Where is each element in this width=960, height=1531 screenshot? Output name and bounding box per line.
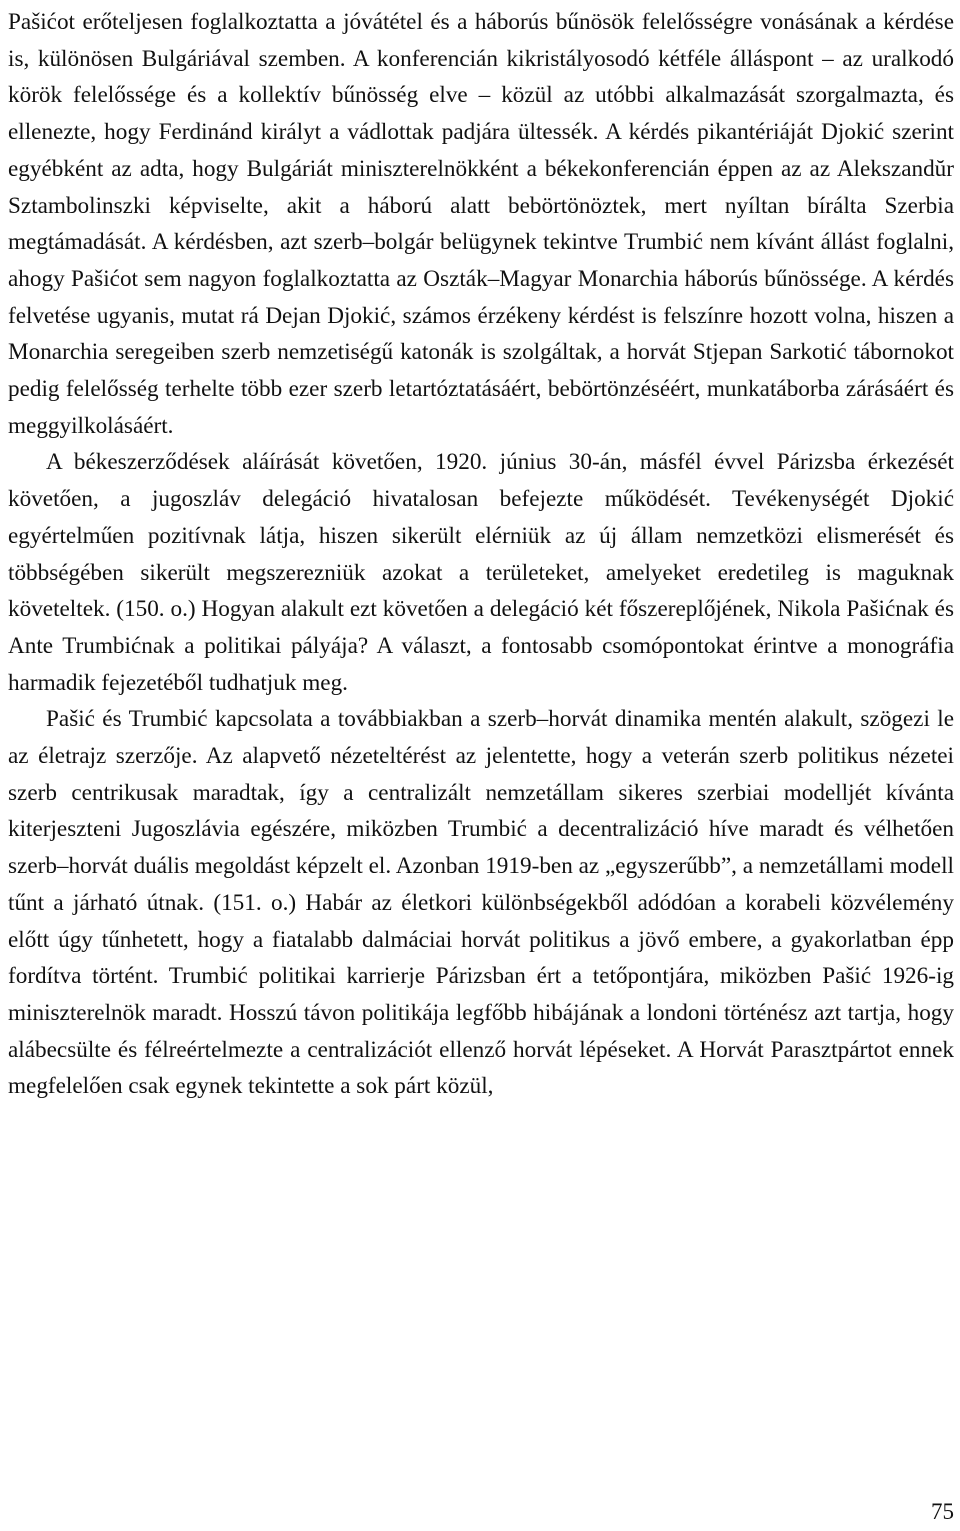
page-number: 75 <box>931 1499 954 1524</box>
document-page <box>8 4 954 1464</box>
paragraph-3: Pašić és Trumbić kapcsolata a továbbiakban a szerb–horvát dinamika mentén alakult, szögezi le az életrajz szerzője. Az alapvető nézeteltérést az jelentette, hogy a veterán szerb politikus nézetei szerb centrikusak maradtak, így a centralizált nemzetállam sikeres szerbiai modelljét kívánta kiterjeszteni Jugoszlávia egészére, miközben Trumbić a decentralizáció híve maradt és vélhetően szerb–horvát duális megoldást képzelt el. Azonban 1919-ben az „egyszerűbb”, a nemzetállami modell tűnt a járható útnak. (151. o.) Habár az életkori különbségekből adódóan a korabeli közvélemény előtt úgy tűnhetett, hogy a fiatalabb dalmáciai horvát politikus a jövő embere, a gyakorlatban épp fordítva történt. Trumbić politikai karrierje Párizsban ért a tetőpontjára, miközben Pašić 1926-ig miniszterelnök maradt. Hosszú távon politikája legfőbb hibájának a londoni történész azt tartja, hogy alábecsülte és félreértelmezte a centralizációt ellenző horvát lépéseket. A Horvát Parasztpártot ennek megfelelően csak egynek tekintette a sok párt közül, <box>8 706 954 1100</box>
paragraph-1: Pašićot erőteljesen foglalkoztatta a jóvátétel és a háborús bűnösök felelősségre vonásának a kérdése is, különösen Bulgáriával szemben. A konferencián kikristályosodó kétféle álláspont – az uralkodó körök felelőssége és a kollektív bűnösség elve – közül az utóbbi alkalmazását szorgalmazta, és ellenezte, hogy Ferdinánd királyt a vádlottak padjára ültessék. A kérdés pikantériáját Djokić szerint egyébként az adta, hogy Bulgáriát miniszterelnökként a békekonferencián éppen az az Alekszandŭr Sztambolinszki képviselte, akit a háború alatt bebörtönöztek, mert nyíltan bírálta Szerbia megtámadását. A kérdésben, azt szerb–bolgár belügynek tekintve Trumbić nem kívánt állást foglalni, ahogy Pašićot sem nagyon foglalkoztatta az Oszták–Magyar Monarchia háborús bűnössége. A kérdés felvetése ugyanis, mutat rá Dejan Djokić, számos érzékeny kérdést is felszínre hozott volna, hiszen a Monarchia seregeiben szerb nemzetiségű katonák is szolgáltak, a horvát Stjepan Sarkotić tábornokot pedig felelősség terhelte több ezer szerb letartóztatásáért, bebörtönzéséért, munkatáborba zárásáért és meggyilkolásáért. <box>8 9 954 439</box>
paragraph-2: A békeszerződések aláírását követően, 1920. június 30-án, másfél évvel Párizsba érkezését követően, a jugoszláv delegáció hivatalosan befejezte működését. Tevékenységét Djokić egyértelműen pozitívnak látja, hiszen sikerült elérniük az új állam nemzetközi elismerését és többségében sikerült megszerezniük azokat a területeket, amelyeket eredetileg is maguknak követeltek. (150. o.) Hogyan alakult ezt követően a delegáció két főszereplőjének, Nikola Pašićnak és Ante Trumbićnak a politikai pályája? A választ, a fontosabb csomópontokat érintve a monográfia harmadik fejezetéből tudhatjuk meg. <box>8 449 954 696</box>
